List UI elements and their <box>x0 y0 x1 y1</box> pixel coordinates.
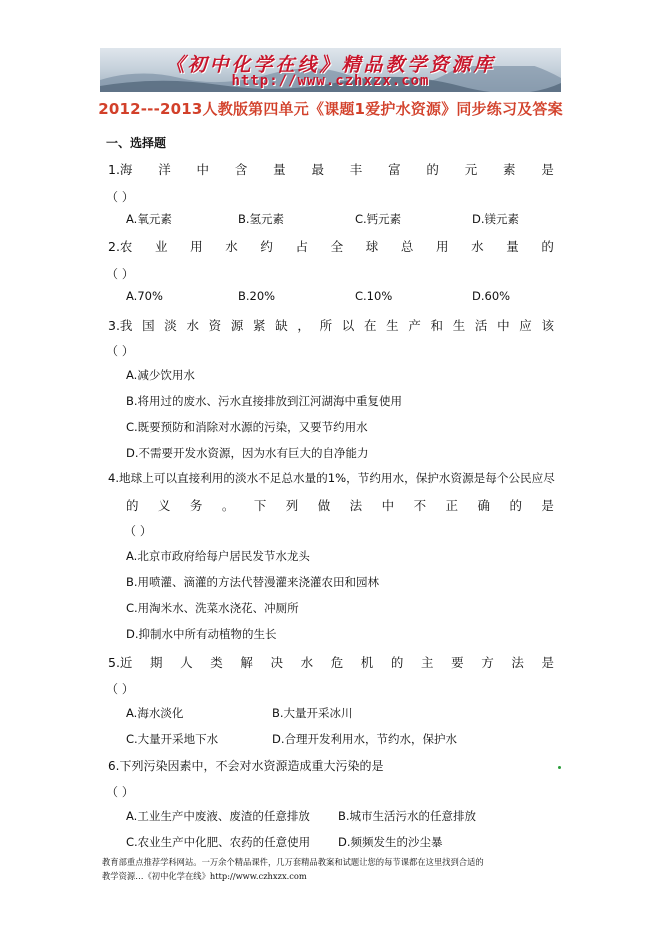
option-b: B.将用过的废水、污水直接排放到江河湖海中重复使用 <box>126 394 403 408</box>
stem-char: 危 <box>330 655 344 670</box>
option-b: B.20% <box>238 289 276 303</box>
stem-char: 水 <box>186 318 199 333</box>
question-4-stem-line2 <box>126 496 554 514</box>
option-c: C.钙元素 <box>355 212 402 226</box>
answer-blank: （ ） <box>106 344 134 358</box>
stem-char: ， <box>297 318 310 333</box>
stem-char: 确 <box>477 498 490 513</box>
stem-char: 中 <box>497 318 510 333</box>
document-title: 2012---2013人教版第四单元《课题1爱护水资源》同步练习及答案 <box>98 100 563 118</box>
stem-char: 以 <box>341 318 355 333</box>
question-6-stem: 6.下列污染因素中，不会对水资源造成重大污染的是 <box>108 759 384 773</box>
stem-char: 紧 <box>253 318 266 333</box>
option-c: C.农业生产中化肥、农药的任意使用 <box>126 835 311 849</box>
stem-char: 国 <box>142 318 155 333</box>
footer-note <box>102 855 572 883</box>
stem-char: 人 <box>180 655 193 670</box>
stem-char: 水 <box>300 655 314 670</box>
option-b: B.大量开采冰川 <box>272 706 353 720</box>
stem-char: 在 <box>363 318 377 333</box>
stem-char: 要 <box>451 655 464 670</box>
option-a: A.氧元素 <box>126 212 172 226</box>
option-c: C.10% <box>355 289 393 303</box>
stem-char: 类 <box>210 655 223 670</box>
stem-char: 淡 <box>164 318 177 333</box>
banner-url[interactable]: http://www.czhxzx.com <box>231 73 430 89</box>
stem-char: 含 <box>234 162 248 177</box>
question-3-stem <box>108 316 554 334</box>
footer-line-2 <box>102 869 572 883</box>
stem-char: 富 <box>388 162 401 177</box>
stem-char: 元 <box>464 162 478 177</box>
stem-char: 源 <box>230 318 244 333</box>
stem-char: 总 <box>400 239 414 254</box>
stem-char: 丰 <box>349 162 363 177</box>
green-dot-mark <box>558 766 561 769</box>
stem-char: 解 <box>240 655 253 670</box>
stem-char: 应 <box>519 318 532 333</box>
stem-char: 该 <box>541 318 554 333</box>
question-5-stem <box>108 653 554 671</box>
stem-char: 洋 <box>158 162 171 177</box>
answer-blank: （ ） <box>106 682 134 696</box>
option-b: B.用喷灌、滴灌的方法代替漫灌来浇灌农田和园林 <box>126 575 380 589</box>
stem-char: 是 <box>541 655 554 670</box>
header-banner <box>100 48 561 92</box>
answer-blank: （ ） <box>106 267 134 281</box>
option-a: A.70% <box>126 289 163 303</box>
option-b: B.城市生活污水的任意排放 <box>338 809 477 823</box>
stem-char: 和 <box>430 318 444 333</box>
stem-char: 约 <box>260 239 273 254</box>
stem-char: 产 <box>408 318 421 333</box>
stem-char: 务 <box>189 498 203 513</box>
stem-char: 的 <box>390 655 404 670</box>
stem-char: 缺 <box>275 318 288 333</box>
stem-char: 2.农 <box>108 239 133 254</box>
stem-char: 用 <box>436 239 449 254</box>
stem-char: 的 <box>126 498 139 513</box>
option-a: A.减少饮用水 <box>126 368 195 382</box>
stem-char: 3.我 <box>108 318 133 333</box>
stem-char: 水 <box>471 239 484 254</box>
option-d: D.镁元素 <box>472 212 520 226</box>
stem-char: 1.海 <box>108 162 133 177</box>
stem-char: 量 <box>273 162 286 177</box>
stem-char: 用 <box>190 239 203 254</box>
option-a: A.海水淡化 <box>126 706 184 720</box>
stem-char: 列 <box>285 498 299 513</box>
option-d: D.频频发生的沙尘暴 <box>338 835 443 849</box>
footer-line-2-text: 教学资源…《初中化学在线》 <box>102 871 210 881</box>
stem-char: 最 <box>311 162 324 177</box>
stem-char: 是 <box>541 498 554 513</box>
banner-title: 《初中化学在线》精品教学资源库 <box>165 54 496 76</box>
answer-blank: （ ） <box>124 524 152 538</box>
option-d: D.合理开发利用水，节约水，保护水 <box>272 732 458 746</box>
stem-char: 的 <box>509 498 522 513</box>
section-heading: 一、选择题 <box>106 136 167 150</box>
stem-char: 球 <box>365 239 379 254</box>
answer-blank: （ ） <box>106 785 134 799</box>
stem-char: 机 <box>360 655 374 670</box>
stem-char: 义 <box>157 498 171 513</box>
stem-char: 素 <box>503 162 516 177</box>
stem-char: 全 <box>330 239 344 254</box>
question-2-stem <box>108 237 554 255</box>
stem-char: 方 <box>481 655 494 670</box>
option-c: C.既要预防和消除对水源的污染，又要节约用水 <box>126 420 368 434</box>
stem-char: 活 <box>474 318 488 333</box>
footer-url-link[interactable]: http://www.czhxzx.com <box>209 871 307 881</box>
stem-char: 的 <box>541 239 554 254</box>
stem-char: 业 <box>155 239 168 254</box>
stem-char: 是 <box>541 162 554 177</box>
footer-line-1: 教育部重点推荐学科网站。一万余个精品课件，几万套精品教案和试题让您的每节课都在这里找到合适的 <box>102 857 484 867</box>
stem-char: 不 <box>413 498 427 513</box>
option-a: A.北京市政府给每户居民发节水龙头 <box>126 549 310 563</box>
option-c: C.大量开采地下水 <box>126 732 219 746</box>
stem-char: 法 <box>511 655 524 670</box>
stem-char: 中 <box>381 498 395 513</box>
option-d: D.不需要开发水资源，因为水有巨大的自净能力 <box>126 446 369 460</box>
stem-char: 占 <box>295 239 309 254</box>
stem-char: 法 <box>349 498 363 513</box>
stem-char: 生 <box>452 318 466 333</box>
question-4-stem-line1: 4.地球上可以直接利用的淡水不足总水量的1%，节约用水，保护水资源是每个公民应尽 <box>108 471 555 485</box>
stem-char: 期 <box>150 655 163 670</box>
question-1-stem <box>108 160 554 178</box>
stem-char: 生 <box>386 318 399 333</box>
stem-char: 下 <box>253 498 267 513</box>
option-d: D.抑制水中所有动植物的生长 <box>126 627 277 641</box>
stem-char: 的 <box>426 162 439 177</box>
option-a: A.工业生产中废液、废渣的任意排放 <box>126 809 310 823</box>
stem-char: 决 <box>270 655 283 670</box>
stem-char: 主 <box>421 655 434 670</box>
stem-char: 所 <box>319 318 333 333</box>
answer-blank: （ ） <box>106 190 134 204</box>
stem-char: 正 <box>445 498 459 513</box>
option-d: D.60% <box>472 289 511 303</box>
stem-char: 资 <box>208 318 222 333</box>
stem-char: 5.近 <box>108 655 133 670</box>
option-c: C.用淘米水、洗菜水浇花、冲厕所 <box>126 601 299 615</box>
stem-char: 。 <box>221 498 235 513</box>
stem-char: 做 <box>317 498 331 513</box>
option-b: B.氢元素 <box>238 212 285 226</box>
stem-char: 量 <box>506 239 519 254</box>
stem-char: 中 <box>196 162 210 177</box>
stem-char: 水 <box>225 239 238 254</box>
